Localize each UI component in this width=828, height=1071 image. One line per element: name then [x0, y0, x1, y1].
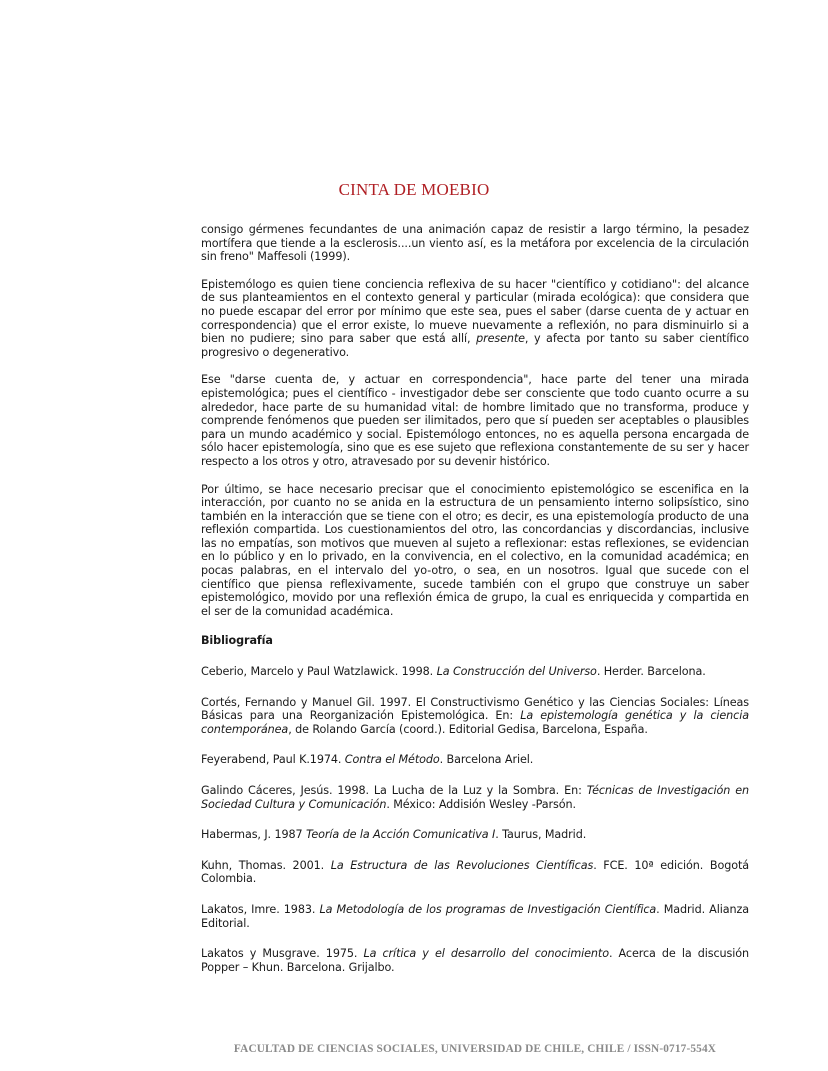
reference-text: Kuhn, Thomas. 2001. — [201, 858, 331, 872]
reference-title: La epistemología genética y la ciencia contemporánea — [201, 709, 749, 736]
bibliography-entry — [201, 696, 749, 737]
bibliography-entry — [201, 753, 749, 767]
reference-text: Feyerabend, Paul K.1974. — [201, 753, 345, 767]
paragraph-darse-cuenta: Ese "darse cuenta de, y actuar en correspondencia", hace parte del tener una mirada epistemológica; pues el científico - investigador debe ser consciente que todo cuanto ocurre a su alrededor, hace parte de su humanidad vital: de hombre limitado que no transforma, produce y comprende fenómenos que pueden ser ilimitados, pero que sí pueden ser aceptables o plausibles para un mundo académico y social. Epistemólogo entonces, no es aquella persona encargada de sólo hacer epistemología, sino que es ese sujeto que reflexiona constantemente de su ser y hacer respecto a los otros y otro, atravesado por su devenir histórico. — [201, 373, 749, 468]
reference-text: Habermas, J. 1987 — [201, 828, 306, 842]
reference-text: . México: Addisión Wesley -Parsón. — [386, 797, 576, 811]
paragraph-epistemologo — [201, 278, 749, 360]
reference-title: Teoría de la Acción Comunicativa I — [306, 828, 496, 842]
reference-title: La Construcción del Universo — [436, 665, 597, 679]
bibliography-entry — [201, 665, 749, 679]
bibliography-entry — [201, 903, 749, 930]
paragraph-por-ultimo: Por último, se hace necesario precisar que el conocimiento epistemológico se escenifica en la interacción, por cuanto no se anida en la estructura de un pensamiento interno solipsístico, sino también en la interacción que se tiene con el otro; es decir, es una epistemología producto de una reflexión compartida. Los cuestionamientos del otro, las concordancias y discordancias, inclusive las no empatías, son motivos que mueven al sujeto a reflexionar: estas reflexiones, se evidencian en lo público y en lo privado, en la convivencia, en el colectivo, en la comunidad académica; en pocas palabras, en el intervalo del yo-otro, o sea, en un nosotros. Igual que sucede con el científico que piensa reflexivamente, sucede también con el grupo que construye un saber epistemológico, movido por una reflexión émica de grupo, la cual es enriquecida y compartida en el ser de la comunidad académica. — [201, 482, 749, 618]
article-body — [201, 223, 749, 991]
bibliography-entry — [201, 784, 749, 811]
paragraph-emphasis: presente — [476, 332, 525, 346]
reference-title: La crítica y el desarrollo del conocimiento — [363, 947, 609, 961]
reference-title: La Metodología de los programas de Investigación Científica — [319, 902, 657, 916]
reference-title: La Estructura de las Revoluciones Científicas — [330, 858, 594, 872]
reference-text: , de Rolando García (coord.). Editorial Gedisa, Barcelona, España. — [288, 722, 648, 736]
reference-text: Galindo Cáceres, Jesús. 1998. La Lucha de la Luz y la Sombra. En: — [201, 784, 587, 797]
reference-text: Lakatos, Imre. 1983. — [201, 902, 320, 916]
reference-text: . Taurus, Madrid. — [495, 828, 587, 842]
reference-text: . FCE. 10ª edición. Bogotá Colombia. — [201, 858, 749, 886]
paragraph-text: , y afecta por tanto su saber científico progresivo o degenerativo. — [201, 332, 749, 359]
paragraph-quote-continuation: consigo gérmenes fecundantes de una animación capaz de resistir a largo término, la pesadez mortífera que tiende a la esclerosis....un viento así, es la metáfora por excelencia de la circulación sin freno" Maffesoli (1999). — [201, 223, 749, 264]
reference-text: Lakatos y Musgrave. 1975. — [201, 947, 364, 961]
reference-text: . Herder. Barcelona. — [596, 665, 706, 679]
reference-title: Técnicas de Investigación en Sociedad Cultura y Comunicación — [201, 784, 749, 811]
bibliography-entry — [201, 947, 749, 974]
reference-text: Ceberio, Marcelo y Paul Watzlawick. 1998. — [201, 665, 437, 679]
reference-text: . Madrid. Alianza Editorial. — [201, 902, 749, 930]
paragraph-text: Epistemólogo es quien tiene conciencia reflexiva de su hacer "científico y cotidiano": del alcance de sus planteamientos en el contexto general y particular (mirada ecológica): que considera que no puede escapar del error por mínimo que este sea, pues el saber (darse cuenta de y actuar en correspondencia) que el error existe, lo mueve nuevamente a reflexión, no para disminuirlo si a bien no pudiere; sino para saber que está allí, — [201, 277, 749, 346]
bibliography-entry — [201, 828, 749, 842]
journal-header-title: CINTA DE MOEBIO — [338, 180, 490, 199]
reference-text: . Acerca de la discusión Popper – Khun. Barcelona. Grijalbo. — [201, 947, 749, 974]
reference-text: Cortés, Fernando y Manuel Gil. 1997. El Constructivismo Genético y las Ciencias Sociales: Líneas Básicas para una Reorganización Epistemológica. En: — [201, 695, 749, 723]
page-footer: FACULTAD DE CIENCIAS SOCIALES, UNIVERSIDAD DE CHILE, CHILE / ISSN-0717-554X — [233, 1043, 717, 1055]
reference-title: Contra el Método — [344, 753, 440, 767]
bibliography-entry — [201, 859, 749, 886]
reference-text: . Barcelona Ariel. — [439, 753, 534, 767]
bibliography-heading: Bibliografía — [201, 634, 273, 648]
